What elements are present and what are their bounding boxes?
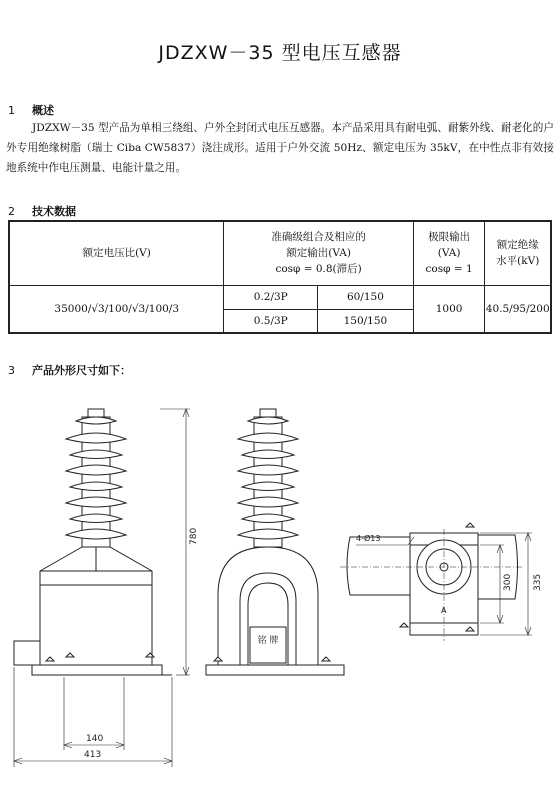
header-limit-line3: cosφ = 1 bbox=[425, 263, 473, 276]
section-3-heading bbox=[8, 362, 131, 378]
header-accuracy-line3: cosφ = 0.8(滞后) bbox=[275, 263, 362, 276]
header-accuracy-line1: 准确级组合及相应的 bbox=[271, 231, 366, 244]
dim-height-label: 780 bbox=[189, 527, 199, 545]
section-2-title: 技术数据 bbox=[32, 205, 76, 218]
cell-row2-class: 0.5/3P bbox=[224, 309, 318, 333]
header-ratio: 额定电压比(V) bbox=[9, 221, 224, 285]
section-1-title: 概述 bbox=[32, 104, 54, 117]
header-accuracy-line2: 额定输出(VA) bbox=[286, 247, 351, 260]
cell-insulation: 40.5/95/200 bbox=[485, 285, 551, 333]
header-accuracy bbox=[224, 221, 413, 285]
overview-paragraph: JDZXW－35 型产品为单相三绕组、户外全封闭式电压互感器。本产品采用具有耐电弧、耐紫外线、耐老化的户外专用绝缘树脂（瑞士 Ciba CW5837）浇注成形。适用于户外交流 50Hz、额定电压为 35kV，在中性点非有效接地系统中作电压测量、电能计量之用。 bbox=[6, 122, 554, 174]
spec-table bbox=[8, 220, 552, 334]
page-title: JDZXW－35 型电压互感器 bbox=[158, 42, 402, 64]
section-2-heading bbox=[8, 203, 76, 219]
section-3-number: 3 bbox=[8, 364, 15, 377]
nameplate-label: 铭 牌 bbox=[257, 636, 279, 646]
section-3-title: 产品外形尺寸如下： bbox=[32, 364, 131, 377]
dim-holes-label: 4-Ø13 bbox=[356, 534, 381, 543]
table-header-row bbox=[9, 221, 551, 285]
header-limit-line2: (VA) bbox=[437, 247, 461, 260]
outline-drawing bbox=[0, 395, 560, 785]
header-insulation-line2: 水平(kV) bbox=[496, 255, 540, 268]
dim-base-label: 140 bbox=[86, 734, 104, 744]
dim-335-label: 335 bbox=[533, 573, 543, 591]
cell-row1-class: 0.2/3P bbox=[224, 285, 318, 309]
cell-row2-output: 150/150 bbox=[318, 309, 414, 333]
cell-ratio: 35000/√3/100/√3/100/3 bbox=[9, 285, 224, 333]
cell-limit: 1000 bbox=[413, 285, 485, 333]
header-insulation-line1: 额定绝缘 bbox=[496, 239, 539, 252]
cell-row1-output: 60/150 bbox=[318, 285, 414, 309]
dim-width-label: 413 bbox=[84, 750, 102, 760]
section-1-heading bbox=[8, 102, 54, 118]
dim-300-label: 300 bbox=[503, 573, 513, 591]
header-limit-line1: 极限输出 bbox=[428, 231, 471, 244]
front-view bbox=[14, 409, 190, 767]
header-insulation bbox=[485, 221, 551, 285]
table-row bbox=[9, 285, 551, 309]
section-1-number: 1 bbox=[8, 104, 15, 117]
section-2-number: 2 bbox=[8, 205, 15, 218]
header-limit bbox=[413, 221, 485, 285]
terminal-a-label: A bbox=[441, 606, 447, 615]
